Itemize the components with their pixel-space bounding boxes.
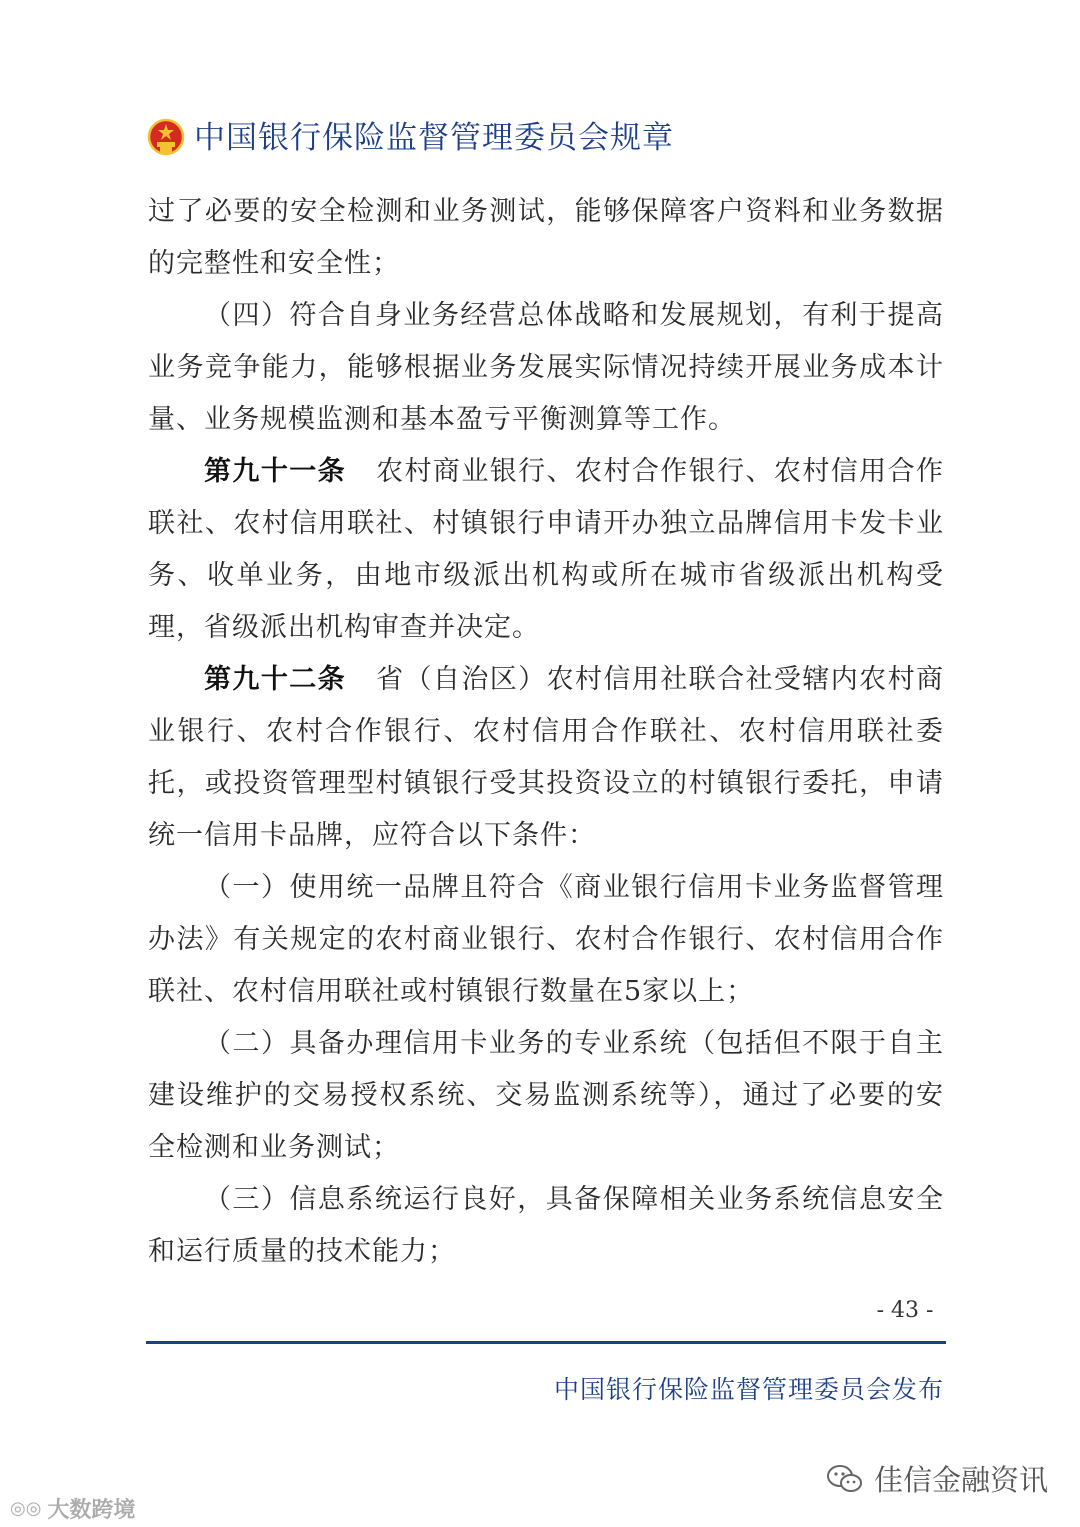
article-91-title: 第九十一条 [204, 456, 347, 487]
paragraph-continuation: 过了必要的安全检测和业务测试，能够保障客户资料和业务数据的完整性和安全性； [148, 196, 944, 279]
wechat-icon [826, 1463, 864, 1495]
article-92-item-3: （三）信息系统运行良好，具备保障相关业务系统信息安全和运行质量的技术能力； [148, 1184, 944, 1267]
footer-divider [146, 1341, 946, 1344]
article-91-text: 农村商业银行、农村合作银行、农村信用合作联社、农村信用联社、村镇银行申请开办独立品牌信用卡发卡业务、收单业务，由地市级派出机构或所在城市省级派出机构受理，省级派出机构审查并决定。 [148, 456, 945, 643]
article-92-item-1: （一）使用统一品牌且符合《商业银行信用卡业务监督管理办法》有关规定的农村商业银行、农村合作银行、农村信用合作联社、农村信用联社或村镇银行数量在5家以上； [148, 872, 944, 1007]
watermark-right-text: 佳信金融资讯 [873, 1463, 1048, 1497]
watermark-left-text: 大数跨境 [47, 1498, 136, 1523]
article-91 [148, 446, 944, 654]
paragraph-item-4: （四）符合自身业务经营总体战略和发展规划，有利于提高业务竞争能力，能够根据业务发展实际情况持续开展业务成本计量、业务规模监测和基本盈亏平衡测算等工作。 [148, 300, 944, 435]
page-header [146, 118, 674, 158]
document-body [148, 186, 944, 1278]
national-emblem-icon [146, 118, 186, 158]
header-title: 中国银行保险监督管理委员会规章 [194, 120, 674, 156]
article-92-text: 省（自治区）农村信用社联合社受辖内农村商业银行、农村合作银行、农村信用合作联社、农村信用联社委托，或投资管理型村镇银行受其投资设立的村镇银行委托，申请统一信用卡品牌，应符合以下条件： [148, 664, 945, 851]
footer-publisher: 中国银行保险监督管理委员会发布 [553, 1375, 944, 1404]
watermark-right [826, 1458, 1048, 1499]
watermark-logo-icon: ◎◎ [10, 1498, 42, 1519]
article-92 [148, 654, 944, 862]
article-92-title: 第九十二条 [204, 664, 347, 695]
article-92-item-2: （二）具备办理信用卡业务的专业系统（包括但不限于自主建设维护的交易授权系统、交易监测系统等），通过了必要的安全检测和业务测试； [148, 1028, 944, 1163]
watermark-left [10, 1493, 135, 1524]
page-number: - 43 - [876, 1298, 934, 1323]
